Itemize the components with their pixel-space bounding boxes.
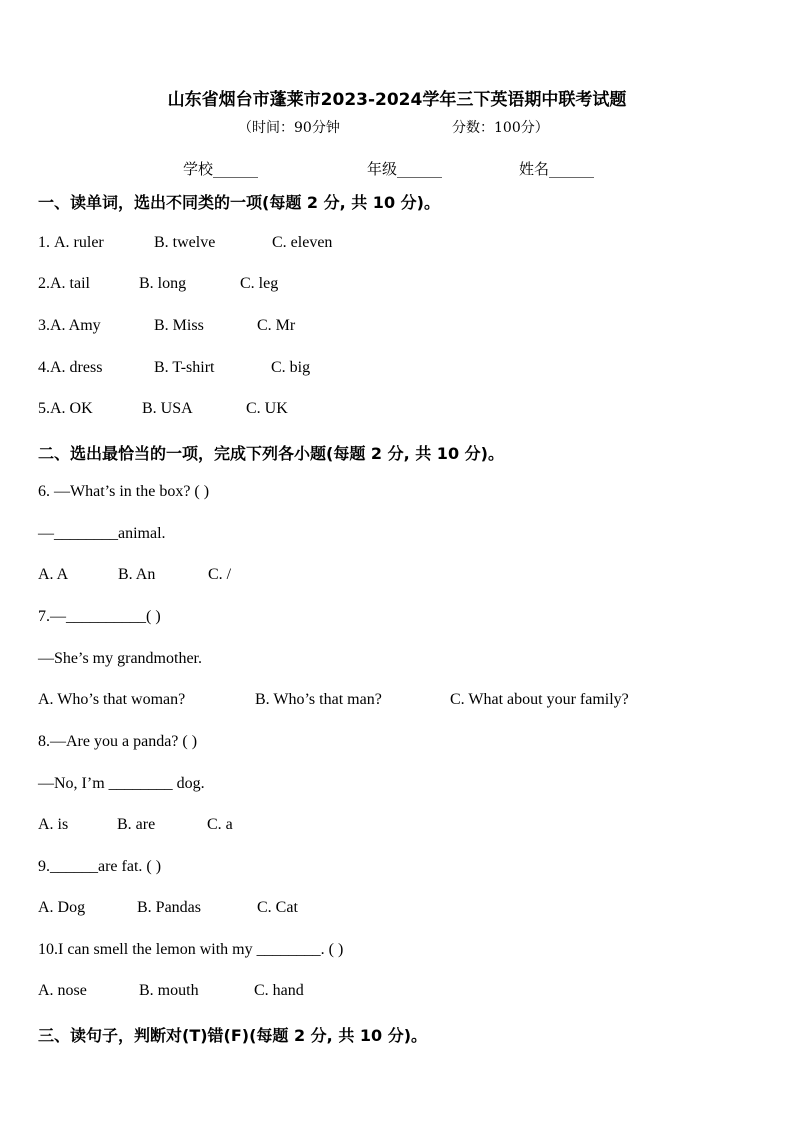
q4-option-b: B. T-shirt (154, 359, 215, 376)
question-9-stem: 9.______are fat. ( ) (38, 858, 162, 875)
q3-option-a: A. Amy (50, 317, 101, 334)
section-3-heading: 三、读句子，判断对(T)错(F)(每题 2 分, 共 10 分)。 (38, 1026, 428, 1045)
question-10-stem: 10.I can smell the lemon with my ________. ( ) (38, 941, 344, 958)
q5-number: 5. (38, 400, 50, 417)
q4-option-a: A. dress (50, 359, 103, 376)
q10-option-a: A. nose (38, 982, 87, 999)
q8-option-c: C. a (207, 816, 233, 833)
q3-number: 3. (38, 317, 50, 334)
exam-time: （时间：90分钟 (238, 120, 340, 136)
question-4 (38, 359, 310, 377)
exam-score: 分数：100分） (452, 120, 549, 136)
q4-number: 4. (38, 359, 50, 376)
q2-number: 2. (38, 275, 50, 292)
q8-option-a: A. is (38, 816, 69, 833)
q7-option-b: B. Who’s that man? (255, 691, 382, 708)
question-6-options (38, 566, 231, 584)
question-10-options (38, 982, 304, 1000)
question-1 (38, 234, 332, 252)
school-field: 学校______ (183, 160, 259, 178)
question-7-options (38, 691, 629, 709)
question-7-answer-line: —She’s my grandmother. (38, 650, 202, 667)
q9-option-a: A. Dog (38, 899, 86, 916)
question-8-answer-line: —No, I’m ________ dog. (38, 775, 205, 792)
question-3 (38, 317, 295, 335)
q5-option-a: A. OK (50, 400, 93, 417)
q6-option-a: A. A (38, 566, 69, 583)
q2-option-c: C. leg (240, 275, 279, 292)
q3-option-b: B. Miss (154, 317, 204, 334)
question-6-stem: 6. —What’s in the box? ( ) (38, 483, 210, 500)
q7-option-c: C. What about your family? (450, 691, 629, 708)
q7-option-a: A. Who’s that woman? (38, 691, 186, 708)
q2-option-b: B. long (139, 275, 187, 292)
q5-option-b: B. USA (142, 400, 193, 417)
question-8-options (38, 816, 233, 834)
q9-option-b: B. Pandas (137, 899, 201, 916)
q6-option-b: B. An (118, 566, 156, 583)
q1-option-c: C. eleven (272, 234, 333, 251)
q5-option-c: C. UK (246, 400, 288, 417)
question-6-answer-line: —________animal. (38, 525, 166, 542)
q10-option-c: C. hand (254, 982, 304, 999)
q9-option-c: C. Cat (257, 899, 298, 916)
q3-option-c: C. Mr (257, 317, 296, 334)
page-title: 山东省烟台市蓬莱市2023-2024学年三下英语期中联考试题 (167, 90, 627, 110)
question-7-stem: 7.—__________( ) (38, 608, 161, 625)
q6-option-c: C. / (208, 566, 232, 583)
grade-field: 年级______ (367, 160, 443, 178)
question-2 (38, 275, 278, 293)
q1-option-b: B. twelve (154, 234, 216, 251)
name-field: 姓名______ (519, 160, 595, 178)
q1-option-a: A. ruler (54, 234, 104, 251)
section-2-heading: 二、选出最恰当的一项，完成下列各小题(每题 2 分, 共 10 分)。 (38, 444, 504, 463)
q4-option-c: C. big (271, 359, 311, 376)
q8-option-b: B. are (117, 816, 156, 833)
section-1-heading: 一、读单词，选出不同类的一项(每题 2 分, 共 10 分)。 (38, 193, 440, 212)
question-5 (38, 400, 288, 418)
q2-option-a: A. tail (50, 275, 90, 292)
q10-option-b: B. mouth (139, 982, 199, 999)
question-9-options (38, 899, 298, 917)
question-8-stem: 8.—Are you a panda? ( ) (38, 733, 198, 750)
q1-number: 1. (38, 234, 54, 251)
